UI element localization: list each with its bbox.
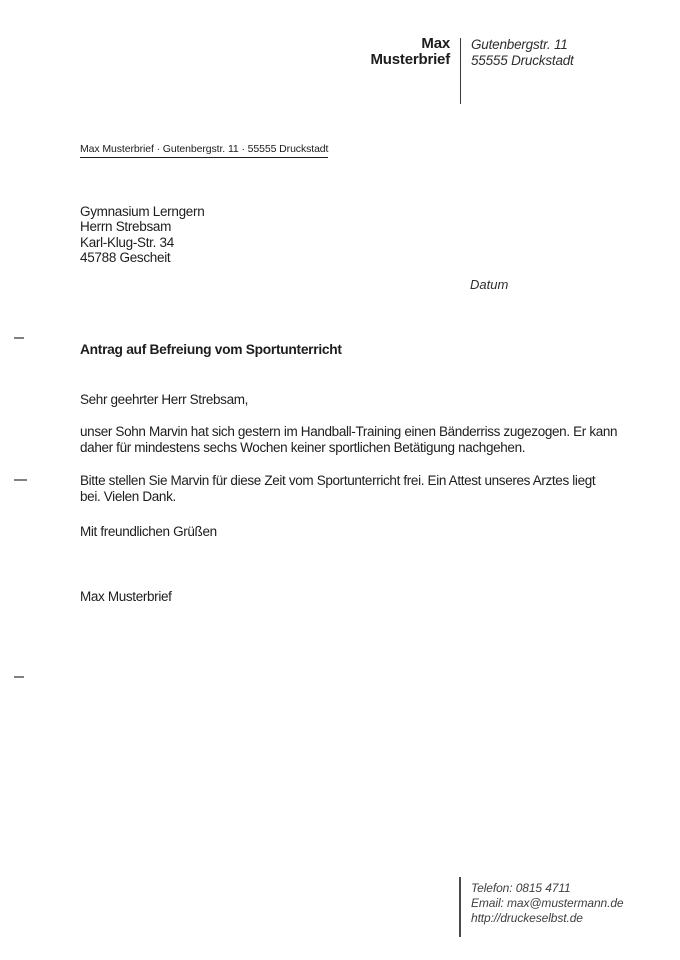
fold-mark-bottom xyxy=(14,676,24,678)
fold-mark-middle xyxy=(14,479,27,481)
letterhead-city: 55555 Druckstadt xyxy=(471,52,574,68)
body-paragraph-2 xyxy=(80,473,595,504)
body-paragraph-1 xyxy=(80,424,617,455)
footer-telefon: Telefon: 0815 4711 xyxy=(471,881,571,895)
date-label: Datum xyxy=(470,277,509,292)
subject-line: Antrag auf Befreiung vom Sportunterricht xyxy=(80,342,342,357)
letterhead-street: Gutenbergstr. 11 xyxy=(471,37,568,52)
body-paragraph-1-line-1: unser Sohn Marvin hat sich gestern im Handball-Training einen Bänderriss zugezogen. Er kann xyxy=(80,424,618,439)
recipient-person: Herrn Strebsam xyxy=(80,219,172,235)
footer-contact-block xyxy=(471,881,624,927)
body-paragraph-2-line-2: bei. Vielen Dank. xyxy=(80,488,176,504)
salutation: Sehr geehrter Herr Strebsam, xyxy=(80,392,249,407)
recipient-street: Karl-Klug-Str. 34 xyxy=(80,234,174,250)
letterhead-divider-line xyxy=(460,38,461,104)
letterhead-sender-address xyxy=(471,37,574,68)
recipient-city: 45788 Gescheit xyxy=(80,250,171,266)
signature-name: Max Musterbrief xyxy=(80,589,172,604)
footer-email: Email: max@mustermann.de xyxy=(471,896,624,911)
body-paragraph-1-line-2: daher für mindestens sechs Wochen keiner sportlichen Betätigung nachgehen. xyxy=(80,439,526,455)
recipient-organization: Gymnasium Lerngern xyxy=(80,204,205,219)
closing-phrase: Mit freundlichen Grüßen xyxy=(80,524,217,539)
footer-divider-line xyxy=(459,877,461,937)
letterhead-sender-name xyxy=(371,36,450,67)
body-paragraph-2-line-1: Bitte stellen Sie Marvin für diese Zeit vom Sportunterricht frei. Ein Attest unseres Arztes liegt xyxy=(80,473,596,488)
return-address-line: Max Musterbrief · Gutenbergstr. 11 · 55555 Druckstadt xyxy=(80,143,328,158)
fold-mark-top xyxy=(14,337,24,339)
letterhead-sender-name-line2: Musterbrief xyxy=(370,50,450,68)
letterhead-sender-name-line1: Max xyxy=(421,35,450,52)
footer-website: http://druckeselbst.de xyxy=(471,911,583,926)
recipient-address xyxy=(80,204,204,266)
